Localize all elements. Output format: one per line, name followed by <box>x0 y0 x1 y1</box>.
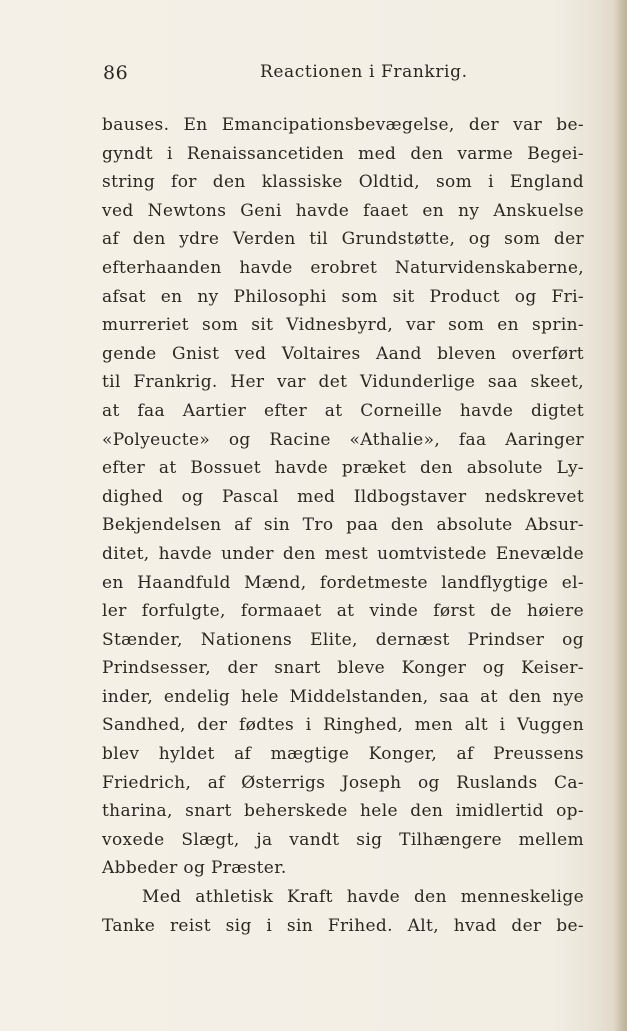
text-line: Friedrich, af Østerrigs Joseph og Ruslands Ca- <box>102 772 584 793</box>
text-line: inder, endelig hele Middelstanden, saa at den nye <box>102 686 584 707</box>
body-text <box>102 111 584 940</box>
text-line: «Polyeucte» og Racine «Athalie», faa Aaringer <box>102 429 584 450</box>
text-line: dighed og Pascal med Ildbogstaver nedskrevet <box>102 486 584 507</box>
text-line: ler forfulgte, formaaet at vinde først de høiere <box>102 601 584 622</box>
text-line: gende Gnist ved Voltaires Aand bleven overført <box>102 343 584 364</box>
text-line: string for den klassiske Oldtid, som i England <box>102 172 584 193</box>
text-line: efter at Bossuet havde præket den absolute Ly- <box>102 458 584 479</box>
text-line: at faa Aartier efter at Corneille havde digtet <box>102 400 584 421</box>
text-line: efterhaanden havde erobret Naturvidenskaberne, <box>102 257 584 278</box>
text-line: af den ydre Verden til Grundstøtte, og som der <box>102 229 584 250</box>
paragraph-end-line: Abbeder og Præster. <box>102 858 287 879</box>
text-line: Bekjendelsen af sin Tro paa den absolute Absur- <box>102 515 584 536</box>
text-line: Prindsesser, der snart bleve Konger og Keiser- <box>102 658 584 679</box>
text-line: blev hyldet af mægtige Konger, af Preussens <box>102 744 584 765</box>
text-line: bauses. En Emancipationsbevægelse, der var be- <box>102 115 584 135</box>
page-edge <box>613 0 627 1031</box>
page-number: 86 <box>103 62 129 84</box>
text-line: voxede Slægt, ja vandt sig Tilhængere mellem <box>102 829 584 850</box>
text-line: afsat en ny Philosophi som sit Product og Fri- <box>102 286 584 307</box>
running-head <box>103 62 583 88</box>
text-line: tharina, snart beherskede hele den imidlertid op- <box>102 801 584 822</box>
text-line: en Haandfuld Mænd, fordetmeste landflygtige el- <box>102 572 584 593</box>
text-line: gyndt i Renaissancetiden med den varme Begei- <box>102 143 584 164</box>
text-line: til Frankrig. Her var det Vidunderlige saa skeet, <box>102 372 584 393</box>
paragraph-start-line: Med athletisk Kraft havde den menneskelige <box>142 887 584 908</box>
running-head-title: Reactionen i Frankrig. <box>260 62 468 82</box>
text-line: ditet, havde under den mest uomtvistede Enevælde <box>102 543 584 564</box>
text-line: Tanke reist sig i sin Frihed. Alt, hvad der be- <box>102 915 584 936</box>
text-line: Stænder, Nationens Elite, dernæst Prindser og <box>102 629 584 650</box>
text-line: Sandhed, der fødtes i Ringhed, men alt i Vuggen <box>102 715 584 736</box>
text-line: ved Newtons Geni havde faaet en ny Anskuelse <box>102 200 584 221</box>
text-line: murreriet som sit Vidnesbyrd, var som en sprin- <box>102 315 584 336</box>
